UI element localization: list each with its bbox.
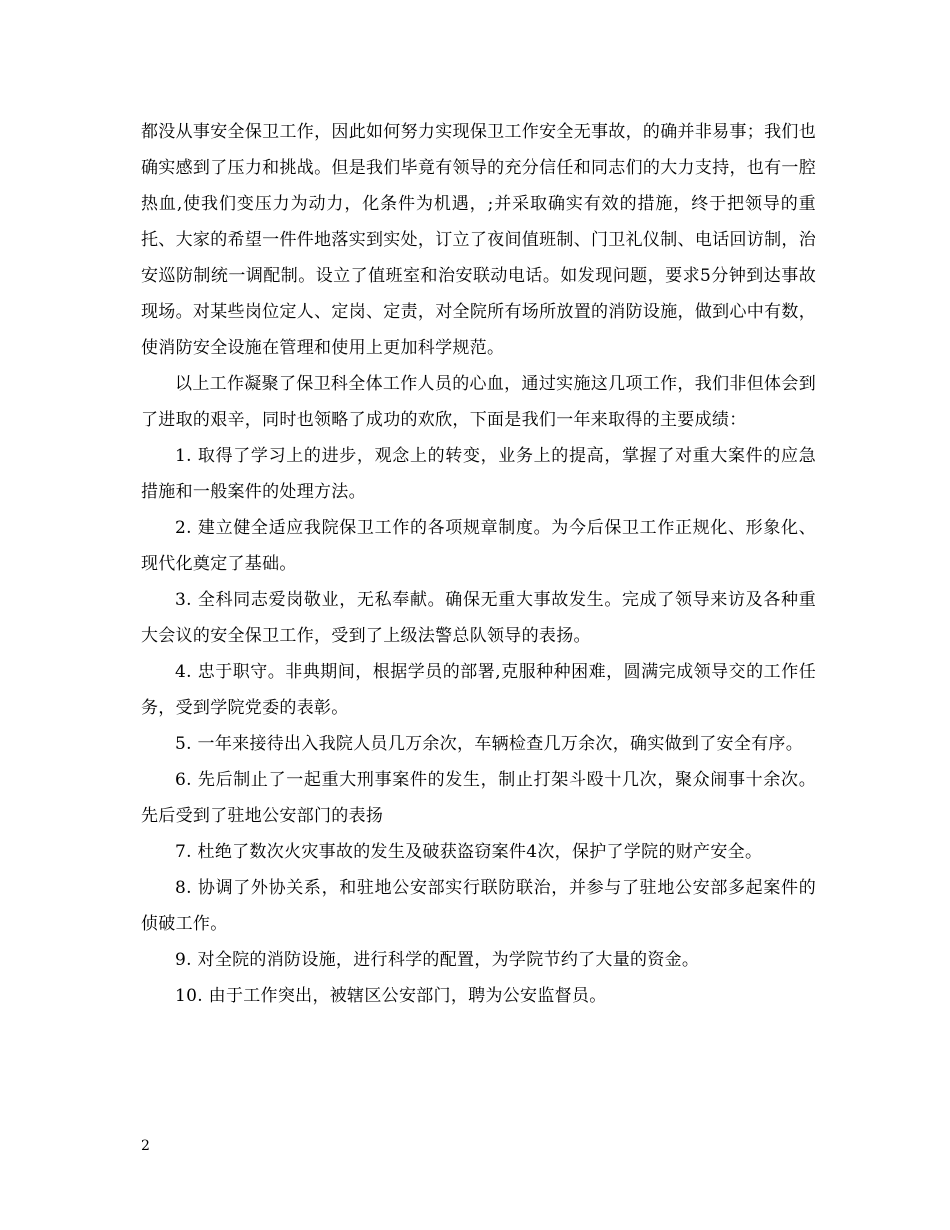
- paragraph-safety-measures: 都没从事安全保卫工作，因此如何努力实现保卫工作安全无事故，的确并非易事；我们也确实感到了压力和挑战。但是我们毕竟有领导的充分信任和同志们的大力支持，也有一腔热血,使我们变压力为动力，化条件为机遇，;并采取确实有效的措施，终于把领导的重托、大家的希望一件件地落实到实处，订立了夜间值班制、门卫礼仪制、电话回访制，治安巡防制统一调配制。设立了值班室和治安联动电话。如发现问题，要求5分钟到达事故现场。对某些岗位定人、定岗、定责，对全院所有场所放置的消防设施，做到心中有数，使消防安全设施在管理和使用上更加科学规范。: [141, 122, 816, 358]
- list-item-achievement-7: 7. 杜绝了数次火灾事故的发生及破获盗窃案件4次，保护了学院的财产安全。: [175, 842, 763, 862]
- list-item-achievement-5: 5. 一年来接待出入我院人员几万余次，车辆检查几万余次，确实做到了安全有序。: [175, 734, 804, 754]
- list-item-achievement-10: 10. 由于工作突出，被辖区公安部门，聘为公安监督员。: [175, 986, 607, 1006]
- list-item-achievement-1: 1. 取得了学习上的进步，观念上的转变，业务上的提高，掌握了对重大案件的应急措施和一般案件的处理方法。: [141, 446, 816, 502]
- list-item-achievement-8: 8. 协调了外协关系，和驻地公安部实行联防联治，并参与了驻地公安部多起案件的侦破工作。: [141, 878, 816, 934]
- list-item-achievement-4: 4. 忠于职守。非典期间，根据学员的部署,克服种种困难，圆满完成领导交的工作任务，受到学院党委的表彰。: [141, 662, 816, 718]
- page-number: 2: [141, 1138, 150, 1154]
- list-item-achievement-2: 2. 建立健全适应我院保卫工作的各项规章制度。为今后保卫工作正规化、形象化、现代化奠定了基础。: [141, 518, 816, 574]
- list-item-achievement-9: 9. 对全院的消防设施，进行科学的配置，为学院节约了大量的资金。: [175, 950, 700, 970]
- document-body: [141, 114, 816, 1014]
- list-item-achievement-3: 3. 全科同志爱岗敬业，无私奉献。确保无重大事故发生。完成了领导来访及各种重大会议的安全保卫工作，受到了上级法警总队领导的表扬。: [141, 590, 816, 646]
- paragraph-summary-intro: 以上工作凝聚了保卫科全体工作人员的心血，通过实施这几项工作，我们非但体会到了进取的艰辛，同时也领略了成功的欢欣，下面是我们一年来取得的主要成绩：: [141, 374, 816, 430]
- list-item-achievement-6: 6. 先后制止了一起重大刑事案件的发生，制止打架斗殴十几次，聚众闹事十余次。先后受到了驻地公安部门的表扬: [141, 770, 816, 826]
